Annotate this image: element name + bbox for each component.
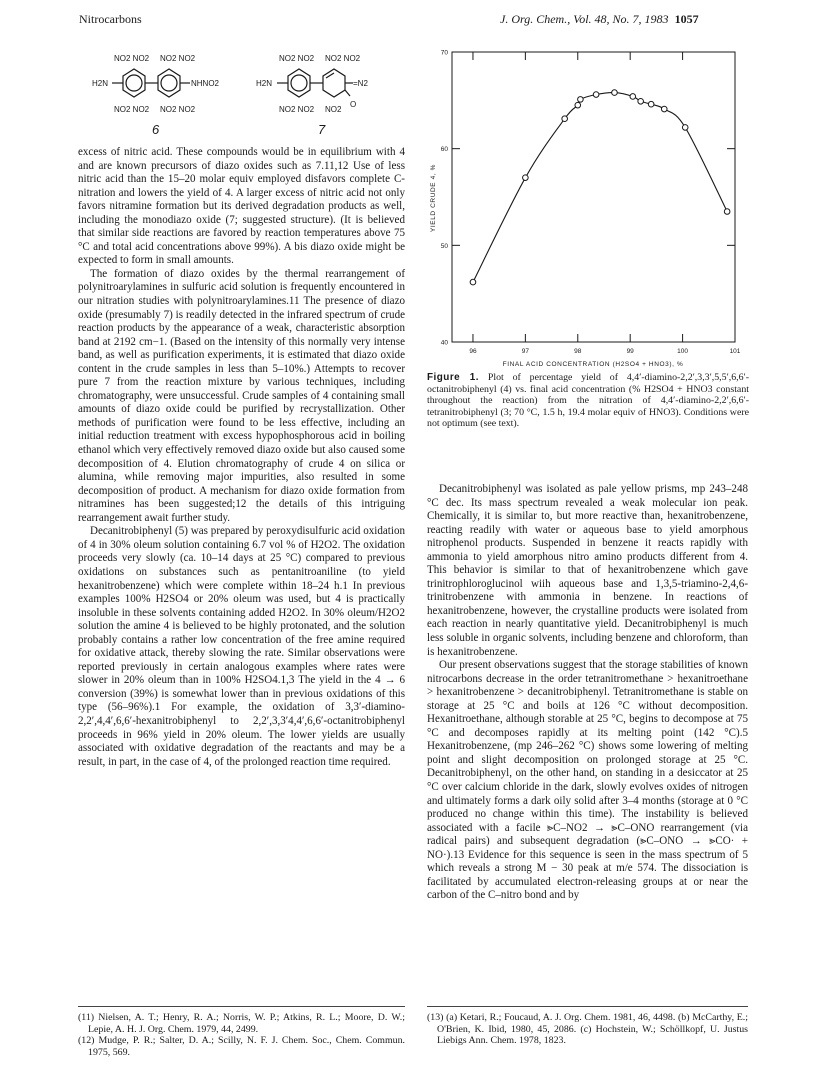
data-point xyxy=(523,175,529,181)
figure-label: Figure 1. xyxy=(427,372,480,383)
journal-citation: J. Org. Chem., Vol. 48, No. 7, 1983 xyxy=(500,12,669,26)
data-point xyxy=(682,125,688,131)
paragraph: Decanitrobiphenyl (5) was prepared by peroxydisulfuric acid oxidation of 4 in 30% oleum solution containing 6.7 vol % of H2O2. The oxidation proceeds very slowly (ca. 10–14 days at 25 °C) compared to previous oxidations on substances such as pentanitroaniline (to yield hexanitrobenzene) which were complete within 18–24 h.1 In previous examples 100% H2SO4 or 20% oleum was used, but 4 is practically insoluble in these solvents containing added H2O2. In 30% oleum/H2O2 solution the amine 4 is believed to be highly protonated, and the solution probably contains a rather low concentration of the free amine required for oxidative attack, thereby slowing the rate. Similar observations were reported previously in certain analogous examples where rates were slower in 20% oleum than in 100% H2SO4.1,3 The yield in the 4 → 6 conversion (39%) is somewhat lower than in previous oxidations of this type (56–96%).1 For example, the oxidation of 3,3′-diamino-2,2′,4,4′,6,6′-hexanitrobiphenyl to 2,2′,3,3′4,4′,6,6′-octanitrobiphenyl proceeds in 96% yield in 20% oleum. The lower yields are usually associated with oxidative degradation of the reactants and may be a result, in part, in the case of 4, of the prolonged reaction time required. xyxy=(78,525,405,768)
footnote-rule xyxy=(427,1006,748,1007)
x-tick-label: 96 xyxy=(469,348,477,355)
data-point xyxy=(578,97,584,103)
data-point xyxy=(661,106,667,112)
figure-1-chart xyxy=(425,40,755,375)
data-points xyxy=(470,90,730,285)
data-point xyxy=(648,101,654,107)
data-point xyxy=(575,102,581,108)
data-point xyxy=(562,116,568,122)
s6-bottom-left: NO2 NO2 xyxy=(114,105,150,114)
footnote-rule xyxy=(78,1006,405,1007)
structure-7-bonds xyxy=(277,69,353,97)
s7-label: 7 xyxy=(318,122,326,137)
s7-top-right: NO2 NO2 xyxy=(325,54,361,63)
x-tick-label: 99 xyxy=(626,348,634,355)
y-tick-label: 60 xyxy=(440,146,448,154)
y-tick-label: 40 xyxy=(440,339,448,347)
s6-label: 6 xyxy=(152,122,160,137)
data-point xyxy=(593,92,599,98)
x-tick-label: 101 xyxy=(729,348,741,355)
y-tick-label: 70 xyxy=(440,49,448,57)
figure-caption xyxy=(427,372,749,430)
footnote: (13) (a) Ketari, R.; Foucaud, A. J. Org. Chem. 1981, 46, 4498. (b) McCarthy, E.; O'Brien, K. Ibid, 1980, 45, 2086. (c) Hochstein, W.; Schöllkopf, U. Justus Liebigs Ann. Chem. 1978, 1823. xyxy=(427,1012,748,1047)
s6-bottom-right: NO2 NO2 xyxy=(160,105,196,114)
data-point xyxy=(470,279,476,285)
footnote: (11) Nielsen, A. T.; Henry, R. A.; Norris, W. P.; Atkins, R. L.; Moore, D. W.; Lepie, A. H. J. Org. Chem. 1979, 44, 2499. xyxy=(78,1012,405,1035)
fit-curve xyxy=(473,93,727,283)
x-tick-label: 98 xyxy=(574,348,582,355)
paragraph: excess of nitric acid. These compounds would be in equilibrium with 4 and are known precursors of diazo oxides such as 7.11,12 Use of less nitric acid than the 15–20 molar equiv employed disfavors complete C-nitration and lowers the yield of 4. A larger excess of nitric acid not only favors nitramine formation but its derived degradation products as well, including the monodiazo oxide (7; suggested structure). (It is believed that similar side reactions are favored by reaction temperatures above 75 °C and total acid concentrations above 99%). A bis diazo oxide might be expected to form in small amounts. xyxy=(78,146,405,267)
footnote: (12) Mudge, P. R.; Salter, D. A.; Scilly, N. F. J. Chem. Soc., Chem. Commun. 1975, 569. xyxy=(78,1035,405,1058)
footnotes-right xyxy=(427,1012,748,1047)
right-body-column xyxy=(427,483,748,903)
s7-oxide: O xyxy=(350,100,357,109)
page-number: 1057 xyxy=(674,12,699,26)
s7-right-sub: =N2 xyxy=(353,79,368,88)
paragraph: The formation of diazo oxides by the thermal rearrangement of polynitroarylamines in sulfuric acid solution is frequently encountered in our nitration studies with polynitroarylamines.11 The presence of diazo oxide (presumably 7) is readily detected in the infrared spectrum of crude reaction products by the appearance of a weak, characteristic absorption band at 2192 cm−1. (Based on the intensity of this normally very intense band, as well as purification experiments, it is estimated that diazo oxide content in the crude samples in less than 5–10%.) Attempts to recover pure 7 from the reaction mixture by various techniques, including chromatography, were unsuccessful. Crude samples of 4 containing small amounts of diazo oxide could be purified by recrystallization. Other methods of purification were found to be less effective, including an initial reduction treatment with excess hypophosphorous acid in boiling ethanol which very effectively removed diazo oxide but also caused some decomposition of 4. Elution chromatography of crude 4 on silica or alumina, while removing major impurities, also resulted in some decomposition of product. A mechanism for diazo oxide formation from nitramines has been suggested;12 the details of this intriguing rearrangement await further study. xyxy=(78,267,405,524)
structure-6-bonds xyxy=(112,69,190,97)
x-tick-label: 97 xyxy=(521,348,529,355)
s6-top-right: NO2 NO2 xyxy=(160,54,196,63)
data-point xyxy=(638,99,644,105)
x-axis-ticks xyxy=(469,52,740,355)
paragraph: Decanitrobiphenyl was isolated as pale yellow prisms, mp 243–248 °C dec. Its mass spectrum revealed a weak molecular ion peak. Chemically, it is similar to, but more reactive than, hexanitrobenzene, reacting readily with water or aqueous base to yield amorphous nitrophenol products. Suspended in benzene it reacts rapidly with ammonia to yield amorphous nitro amino products different from 4. This behavior is similar to that of hexanitrobenzene which gave trinitrophloroglucinol wiih aqueous base and 1,3,5-triamino-2,4,6-trinitrobenzene with ammonia in benzene. In reactions of hexanitrobenzene, however, the crystalline products were isolated from each reaction in nearly quantitative yield. Decanitrobiphenyl is much less soluble in organic solvents, including benzene and chloroform, than is hexanitrobenzene. xyxy=(427,483,748,658)
y-axis-label: YIELD CRUDE 4, % xyxy=(430,163,437,233)
chemical-structures xyxy=(78,30,408,142)
s6-top-left: NO2 NO2 xyxy=(114,54,150,63)
x-tick-label: 100 xyxy=(677,348,689,355)
s7-bottom-left: NO2 NO2 xyxy=(279,105,315,114)
running-head-section: Nitrocarbons xyxy=(79,12,142,26)
s6-right-sub: NHNO2 xyxy=(191,79,220,88)
paragraph: Our present observations suggest that the storage stabilities of known nitrocarbons decrease in the order tetranitromethane > hexanitroethane > hexanitrobenzene > decanitrobiphenyl. Tetranitromethane is stable on storage at 25 °C and boils at 126 °C without decomposition. Hexanitroethane, although storable at 25 °C, begins to decompose at 75 °C and decomposes rapidly at its melting point (142 °C).5 Hexanitrobenzene, (mp 246–262 °C) shows some lowering of melting point and slight decomposition on prolonged storage at 25 °C. Decanitrobiphenyl, on the other hand, on standing in a desiccator at 25 °C over calcium chloride in the dark, slowly evolves oxides of nitrogen and ultimately forms a dark oily solid after 3–4 months (storage at 0 °C produced no change within this time). The instability is believed associated with a facile ⪢C–NO2 → ⪢C–ONO rearrangement (via radical pairs) and subsequent degradation (⪢C–ONO → ⪢CO· + NO·).13 Evidence for this sequence is seen in the mass spectrum of 5 which reveals a strong M − 30 peak at m/e 574. The dissociation is facilitated by accumulated electron-releasing groups at or near the carbon of the C–nitro bond and by xyxy=(427,659,748,902)
s6-left-sub: H2N xyxy=(92,79,109,88)
y-axis-ticks xyxy=(441,50,735,347)
running-head-journal xyxy=(500,12,699,27)
s7-left-sub: H2N xyxy=(256,79,273,88)
data-point xyxy=(630,94,636,100)
data-point xyxy=(612,90,618,96)
left-body-column xyxy=(78,146,405,769)
caption-text: Plot of percentage yield of 4,4′-diamino-2,2′,3,3′,5,5′,6,6′-octanitrobiphenyl (4) vs. final acid concentration (% H2SO4 + HNO3 constant throughout the reaction) from the nitration of 4,4′-diamino-2,2′,6,6′-tetranitrobiphenyl (3; 70 °C, 1.5 h, 19.4 molar equiv of HNO3). Conditions were not optimum (see text). xyxy=(427,372,750,430)
s7-bottom-right: NO2 xyxy=(325,105,342,114)
x-axis-label: FINAL ACID CONCENTRATION (H2SO4 + HNO3), % xyxy=(502,361,684,368)
s7-top-left: NO2 NO2 xyxy=(279,54,315,63)
y-tick-label: 50 xyxy=(440,242,448,250)
data-point xyxy=(724,209,730,215)
footnotes-left xyxy=(78,1012,405,1058)
